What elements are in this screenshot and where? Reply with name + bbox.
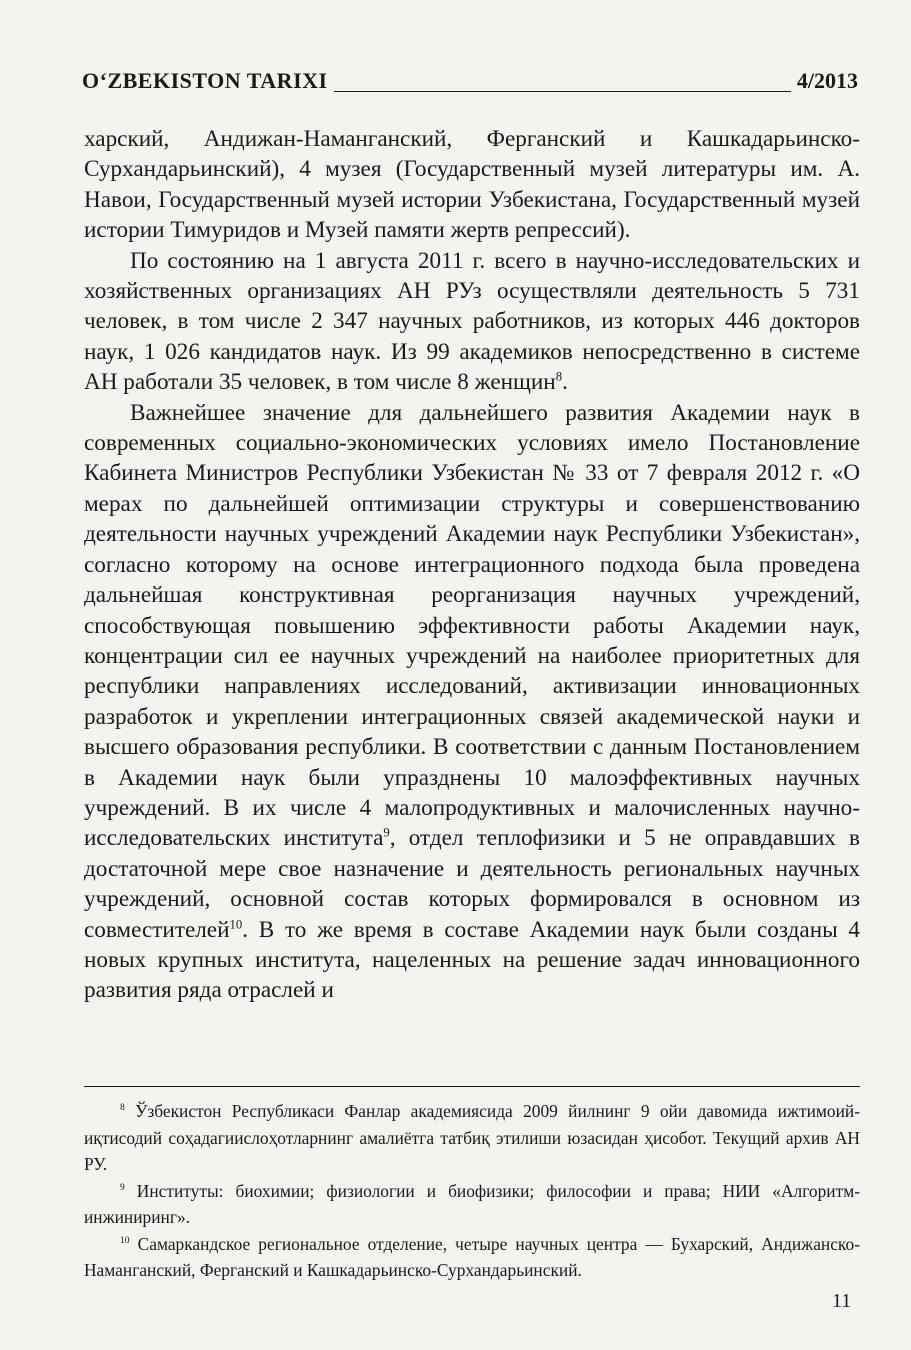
footnote-item — [84, 1178, 860, 1231]
footnotes — [84, 1098, 860, 1284]
footnote-item — [84, 1231, 860, 1284]
footnote-number: 9 — [120, 1181, 125, 1193]
paragraph-statistics — [84, 246, 860, 398]
footnote-ref[interactable]: 10 — [229, 916, 243, 931]
footnote-ref[interactable]: 8 — [555, 369, 563, 384]
paragraph-text: По состоянию на 1 августа 2011 г. всего в научно-исследовательских и хозяйственных организациях АН РУз осуществляли деятельность 5 731 человек, в том числе 2 347 научных работников, из которых 446 докторов наук, 1 026 кандидатов наук. Из 99 академиков непосредственно в системе АН работали 35 человек, в том числе 8 женщин — [84, 247, 860, 396]
footnote-number: 8 — [120, 1102, 125, 1114]
footnote-number: 10 — [120, 1234, 130, 1246]
footnote-text: Самаркандское региональное отделение, четыре научных центра — Бухарский, Андижанско-Наманганский, Ферганский и Кашкадарьинско-Сурхандарьинский. — [84, 1233, 860, 1280]
paragraph-text: . — [562, 369, 568, 396]
issue-number: 4/2013 — [796, 68, 858, 93]
paragraph-text: . В то же время в составе Академии наук были созданы 4 новых крупных института, нацеленных на решение задач инновационного развития ряда отраслей и — [84, 916, 860, 1004]
footnote-divider — [84, 1086, 860, 1087]
running-header — [82, 62, 858, 96]
footnote-ref[interactable]: 9 — [383, 825, 390, 840]
header-rule — [334, 91, 791, 92]
paragraph-text: , отдел теплофизики и 5 не оправдавших в достаточной мере свое назначение и деятельность региональных научных учреждений, основной состав которых формировался в основном из совместителей — [84, 825, 860, 943]
page-number: 11 — [832, 1290, 852, 1312]
paragraph-text: Важнейшее значение для дальнейшего развития Академии наук в современных социально-экономических условиях имело Постановление Кабинета Министров Республики Узбекистан № 33 от 7 февраля 2012 г. «О мерах по дальнейшей оптимизации структуры и совершенствованию деятельности научных учреждений Академии наук Республики Узбекистан», согласно которому на основе интеграционного подхода была проведена дальнейшая конструктивная реорганизация научных учреждений, способствующая повышению эффективности работы Академии наук, концентрации сил ее научных учреждений на наиболее приоритетных для республики направлениях исследований, активизации инновационных разработок и укреплении интеграционных связей академической науки и высшего образования республики. В соответствии с данным Постановлением в Академии наук были упразднены 10 малоэффективных научных учреждений. В их числе 4 малопродуктивных и малочисленных научно-исследовательских института — [84, 399, 860, 852]
footnote-text: Институты: биохимии; физиологии и биофизики; философии и права; НИИ «Алгоритм-инжиниринг». — [84, 1180, 860, 1227]
footnote-text: Ўзбекистон Республикаси Фанлар академиясида 2009 йилнинг 9 ойи давомида ижтимоий-иқтисодий соҳадагиислоҳотларнинг амалиётга татбиқ этилиши юзасидан ҳисобот. Текущий архив АН РУ. — [84, 1101, 860, 1174]
journal-title: O‘ZBEKISTON TARIXI — [82, 68, 328, 93]
footnote-item — [84, 1098, 860, 1178]
paragraph-text: харский, Андижан-Наманганский, Ферганский и Кашкадарьинско-Сурхандарьинский), 4 музея (Государственный музей литературы им. А. Навои, Государственный музей истории Узбекистана, Государственный музей истории Тимуридов и Музей памяти жертв репрессий). — [84, 126, 860, 244]
paragraph-continued — [84, 124, 860, 246]
article-body — [84, 124, 860, 1006]
paragraph-reorganization — [84, 398, 860, 1006]
